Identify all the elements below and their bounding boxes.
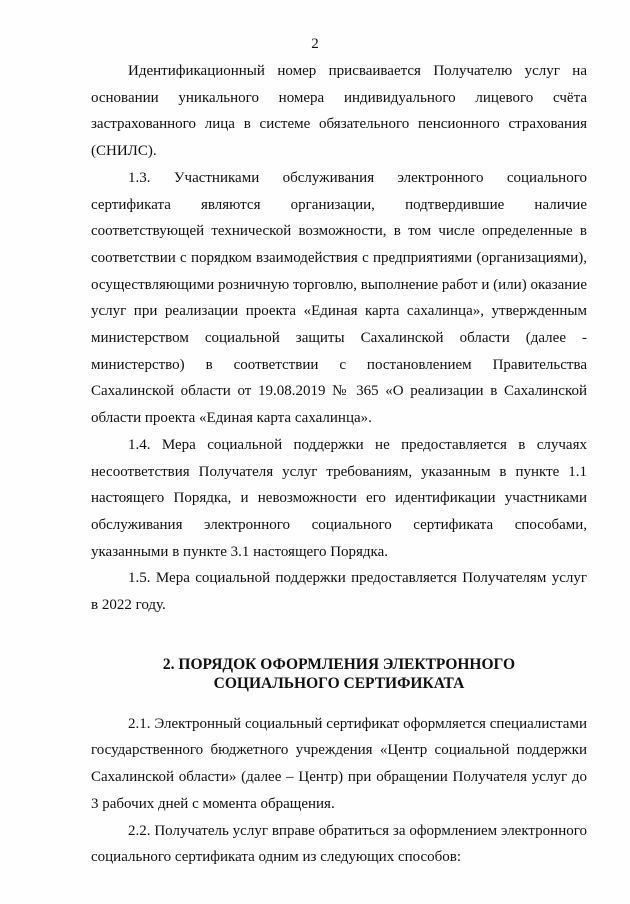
- section-heading-line1: 2. ПОРЯДОК ОФОРМЛЕНИЯ ЭЛЕКТРОННОГО: [162, 655, 516, 673]
- paragraph-2-2: 2.2. Получатель услуг вправе обратиться за оформлением электронного социального сертификата одним из следующих способов:: [91, 822, 587, 866]
- page-number: 2: [311, 36, 319, 52]
- section-heading-line2: СОЦИАЛЬНОГО СЕРТИФИКАТА: [213, 674, 465, 692]
- paragraph-1-5: 1.5. Мера социальной поддержки предоставляется Получателям услуг в 2022 году.: [91, 570, 587, 614]
- paragraph-1-4: 1.4. Мера социальной поддержки не предоставляется в случаях несоответствия Получателя услуг требованиям, указанным в пункте 1.1 настоящего Порядка, и невозможности его идентификации участниками обслуживания электронного социального сертификата способами, указанными в пункте 3.1 настоящего Порядка.: [91, 436, 587, 560]
- paragraph-1-3: 1.3. Участниками обслуживания электронного социального сертификата являются организации, подтвердившие наличие соответствующей технической возможности, в том числе определенные в соответствии с порядком взаимодействия с предприятиями (организациями), осуществляющими розничную торговлю, выполнение работ и (или) оказание услуг при реализации проекта «Единая карта сахалинца», утвержденным министерством социальной защиты Сахалинской области (далее - министерство) в соответствии с постановлением Правительства Сахалинской области от 19.08.2019 № 365 «О реализации в Сахалинской области проекта «Единая карта сахалинца».: [91, 169, 587, 427]
- paragraph-identification: Идентификационный номер присваивается Получателю услуг на основании уникального номера индивидуального лицевого счёта застрахованного лица в системе обязательного пенсионного страхования (СНИЛС).: [91, 63, 587, 160]
- paragraph-2-1: 2.1. Электронный социальный сертификат оформляется специалистами государственного бюджетного учреждения «Центр социальной поддержки Сахалинской области» (далее – Центр) при обращении Получателя услуг до 3 рабочих дней с момента обращения.: [91, 715, 587, 812]
- document-body: [91, 58, 587, 871]
- section-heading: [91, 655, 587, 693]
